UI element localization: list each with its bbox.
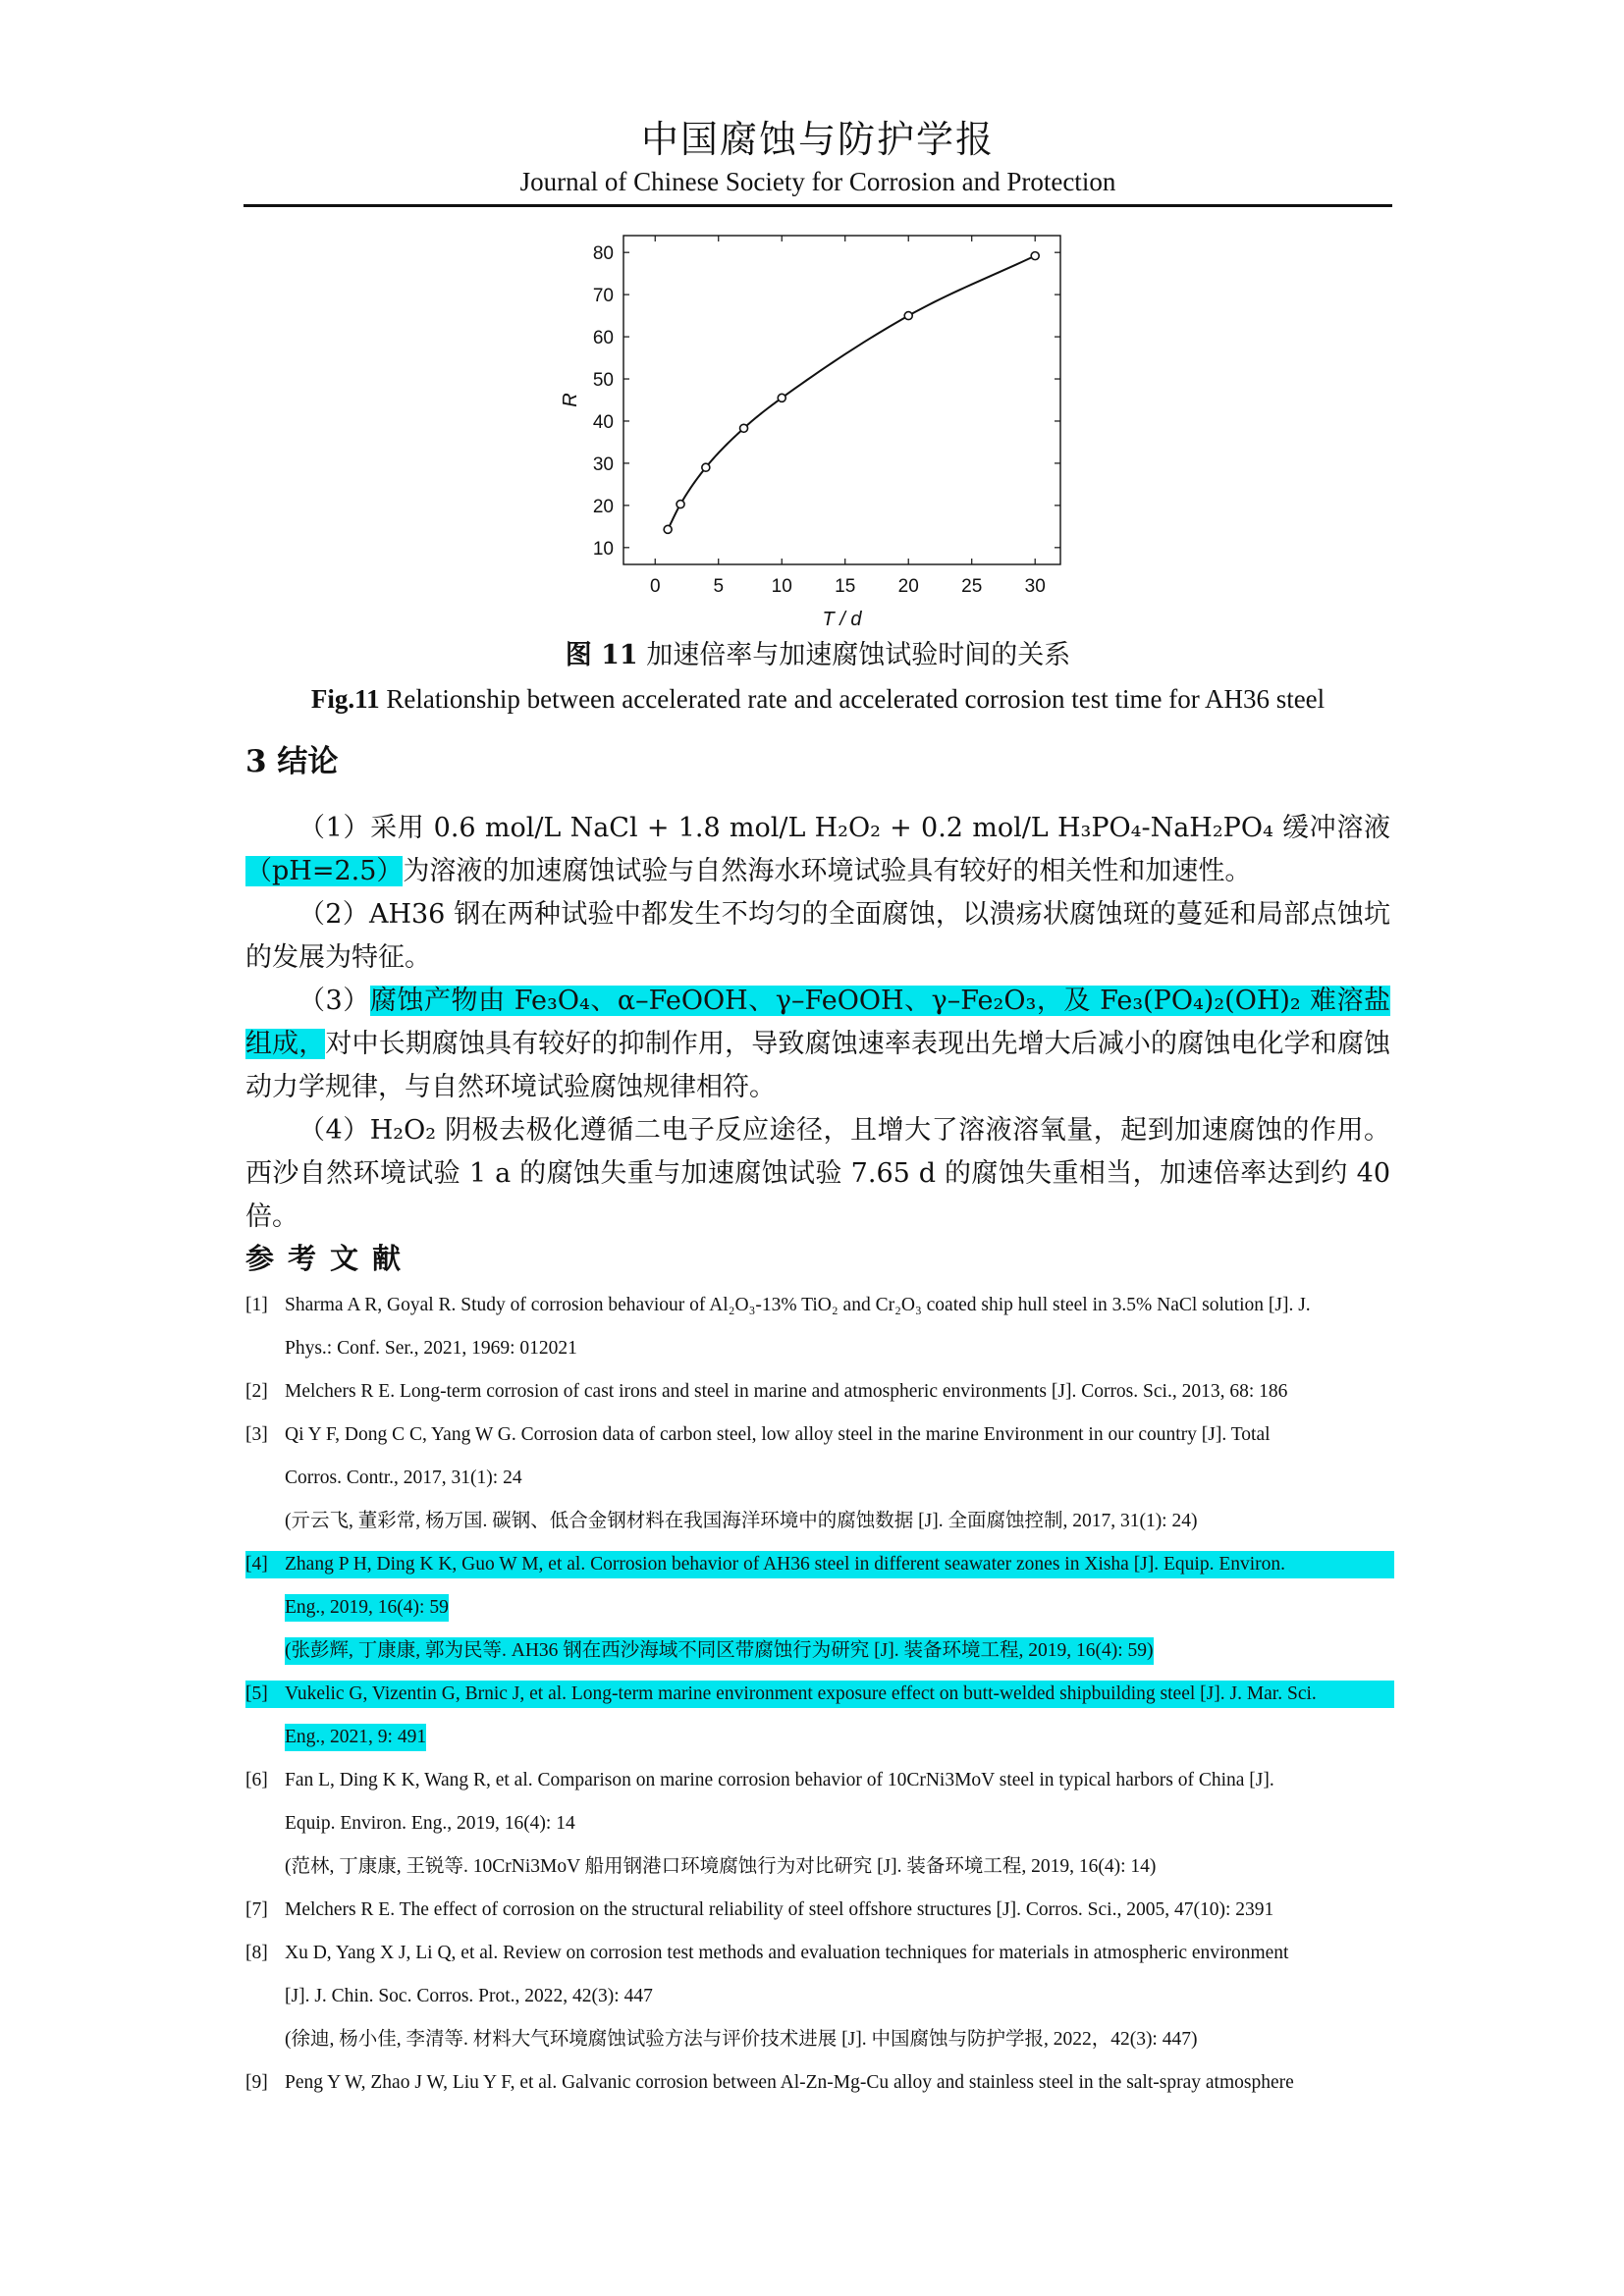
reference-text: Phys.: Conf. Ser., 2021, 1969: 012021	[285, 1338, 577, 1359]
conclusion-2: （2）AH36 钢在两种试验中都发生不均匀的全面腐蚀，以溃疡状腐蚀斑的蔓延和局部点蚀坑的发展为特征。	[245, 899, 1390, 973]
reference-text: (张彭辉, 丁康康, 郭为民等. AH36 钢在西沙海域不同区带腐蚀行为研究 [J]. 装备环境工程, 2019, 16(4): 59)	[285, 1637, 1154, 1665]
reference-text: Melchers R E. The effect of corrosion on the structural reliability of steel offshore structures [J]. Corros. Sci., 2005, 47(10): 2391	[285, 1899, 1274, 1920]
y-tick-label: 20	[592, 496, 614, 517]
reference-text: [J]. J. Chin. Soc. Corros. Prot., 2022, 42(3): 447	[285, 1986, 653, 2006]
reference-line	[245, 1457, 1394, 1500]
y-tick-label: 50	[592, 370, 614, 392]
reference-line	[245, 1370, 1394, 1414]
reference-number: [9]	[245, 2072, 268, 2093]
conclusion-1	[245, 807, 1390, 893]
plot-frame	[623, 236, 1060, 564]
reference-number: [5]	[245, 1683, 268, 1704]
reference-text: Fan L, Ding K K, Wang R, et al. Comparison on marine corrosion behavior of 10CrNi3MoV steel in typical harbors of China [J].	[285, 1770, 1274, 1790]
references-title: 参考文献	[245, 1242, 415, 1275]
reference-line	[245, 2061, 1394, 2105]
journal-title-cn: 中国腐蚀与防护学报	[640, 118, 995, 161]
reference-line	[245, 1716, 1394, 1759]
y-tick-label: 10	[592, 538, 614, 560]
reference-line	[245, 1586, 1394, 1629]
section-title: 3 结论	[245, 744, 339, 779]
data-point	[740, 424, 748, 432]
reference-number: [7]	[245, 1899, 268, 1920]
reference-text: Eng., 2019, 16(4): 59	[285, 1594, 449, 1622]
figure-caption-en-text: Relationship between accelerated rate and accelerated corrosion test time for AH36 steel	[379, 684, 1326, 714]
conclusion-3-highlight: 腐蚀产物由 Fe₃O₄、α–FeOOH、γ–FeOOH、γ–Fe₂O₃，及 Fe₃(PO₄)₂(OH)₂ 难溶盐组成，	[245, 986, 1390, 1059]
y-tick-label: 60	[592, 328, 614, 349]
y-axis-label: R	[560, 393, 581, 407]
reference-line	[245, 2018, 1394, 2061]
reference-line	[245, 1802, 1394, 1845]
reference-number: [2]	[245, 1381, 268, 1402]
reference-number: [6]	[245, 1770, 268, 1790]
x-tick-label: 15	[835, 576, 856, 597]
x-tick-label: 0	[649, 576, 661, 597]
journal-title-en: Journal of Chinese Society for Corrosion and Protection	[519, 167, 1116, 196]
reference-text: Zhang P H, Ding K K, Guo W M, et al. Corrosion behavior of AH36 steel in different seawater zones in Xisha [J]. Equip. Environ.	[285, 1554, 1286, 1575]
x-tick-label: 20	[897, 576, 919, 597]
conclusions-body	[245, 807, 1390, 1239]
conclusion-4: （4）H₂O₂ 阴极去极化遵循二电子反应途径，且增大了溶液溶氧量，起到加速腐蚀的作用。西沙自然环境试验 1 a 的腐蚀失重与加速腐蚀试验 7.65 d 的腐蚀失重相当，加速倍率达到约 40 倍。	[245, 1115, 1390, 1232]
y-tick-label: 80	[592, 243, 614, 265]
reference-line	[245, 1932, 1394, 1975]
x-tick-label: 30	[1024, 576, 1046, 597]
reference-line	[245, 1500, 1394, 1543]
reference-text: Sharma A R, Goyal R. Study of corrosion behaviour of Al₂O₃-13% TiO₂ and Cr₂O₃ coated ship hull steel in 3.5% NaCl solution [J]. J.	[285, 1295, 1311, 1315]
reference-text: (亓云飞, 董彩常, 杨万国. 碳钢、低合金钢材料在我国海洋环境中的腐蚀数据 [J]. 全面腐蚀控制, 2017, 31(1): 24)	[285, 1511, 1198, 1531]
reference-text: Qi Y F, Dong C C, Yang W G. Corrosion data of carbon steel, low alloy steel in the marine Environment in our country [J]. Total	[285, 1424, 1271, 1445]
reference-line	[245, 1759, 1394, 1802]
data-point	[664, 525, 672, 533]
reference-line	[245, 1327, 1394, 1370]
x-tick-label: 10	[771, 576, 792, 597]
y-tick-label: 30	[592, 454, 614, 475]
reference-text: Xu D, Yang X J, Li Q, et al. Review on corrosion test methods and evaluation techniques for materials in atmospheric environment	[285, 1943, 1289, 1963]
reference-line	[245, 1414, 1394, 1457]
x-axis-label: T / d	[822, 609, 862, 626]
reference-text: (徐迪, 杨小佳, 李清等. 材料大气环境腐蚀试验方法与评价技术进展 [J]. 中国腐蚀与防护学报, 2022，42(3): 447)	[285, 2029, 1198, 2050]
data-point	[702, 463, 710, 471]
data-point	[677, 501, 684, 508]
conclusion-3-text-b: 对中长期腐蚀具有较好的抑制作用，导致腐蚀速率表现出先增大后减小的腐蚀电化学和腐蚀动力学规律，与自然环境试验腐蚀规律相符。	[245, 1029, 1391, 1102]
reference-number: [1]	[245, 1295, 268, 1315]
reference-number: [4]	[245, 1554, 268, 1575]
reference-line	[245, 1889, 1394, 1932]
conclusion-3-text-a: （3）	[298, 986, 370, 1016]
header-rule	[244, 204, 1392, 207]
x-tick-label: 5	[713, 576, 725, 597]
reference-line	[245, 1629, 1394, 1673]
y-tick-label: 70	[592, 286, 614, 307]
reference-text: Peng Y W, Zhao J W, Liu Y F, et al. Galvanic corrosion between Al-Zn-Mg-Cu alloy and stainless steel in the salt-spray atmosphere	[285, 2072, 1294, 2093]
x-tick-label: 25	[961, 576, 983, 597]
reference-text: Equip. Environ. Eng., 2019, 16(4): 14	[285, 1813, 575, 1834]
reference-line	[245, 1543, 1394, 1586]
conclusion-1-text-b: 为溶液的加速腐蚀试验与自然海水环境试验具有较好的相关性和加速性。	[403, 856, 1252, 886]
data-point	[778, 394, 785, 401]
conclusion-3	[245, 980, 1390, 1109]
chart-accelerated-rate	[550, 224, 1080, 626]
reference-line	[245, 1975, 1394, 2018]
data-point	[1031, 252, 1039, 260]
figure-caption-en	[244, 681, 1392, 717]
reference-number: [3]	[245, 1424, 268, 1445]
figure-label-cn: 图 11	[565, 640, 638, 670]
journal-header	[244, 116, 1392, 198]
conclusion-1-text-a: （1）采用 0.6 mol/L NaCl + 1.8 mol/L H₂O₂ + 0.2 mol/L H₃PO₄-NaH₂PO₄ 缓冲溶液	[298, 813, 1390, 843]
data-point	[904, 312, 912, 320]
y-tick-label: 40	[592, 411, 614, 433]
figure-caption-cn	[244, 638, 1392, 673]
reference-text: (范林, 丁康康, 王锐等. 10CrNi3MoV 船用钢港口环境腐蚀行为对比研究 [J]. 装备环境工程, 2019, 16(4): 14)	[285, 1856, 1157, 1877]
conclusion-1-highlight: （pH=2.5）	[245, 856, 404, 886]
figure-label-en: Fig.11	[310, 684, 380, 714]
fit-curve	[668, 256, 1035, 530]
reference-text: Melchers R E. Long-term corrosion of cast irons and steel in marine and atmospheric environments [J]. Corros. Sci., 2013, 68: 186	[285, 1381, 1288, 1402]
figure-caption-cn-text: 加速倍率与加速腐蚀试验时间的关系	[637, 640, 1071, 670]
reference-line	[245, 1284, 1394, 1327]
reference-line	[245, 1673, 1394, 1716]
references-list	[245, 1284, 1394, 2105]
reference-text: Vukelic G, Vizentin G, Brnic J, et al. Long-term marine environment exposure effect on butt-welded shipbuilding steel [J]. J. Mar. Sci.	[285, 1683, 1317, 1704]
reference-number: [8]	[245, 1943, 268, 1963]
reference-text: Eng., 2021, 9: 491	[285, 1724, 426, 1751]
reference-text: Corros. Contr., 2017, 31(1): 24	[285, 1468, 522, 1488]
reference-line	[245, 1845, 1394, 1889]
